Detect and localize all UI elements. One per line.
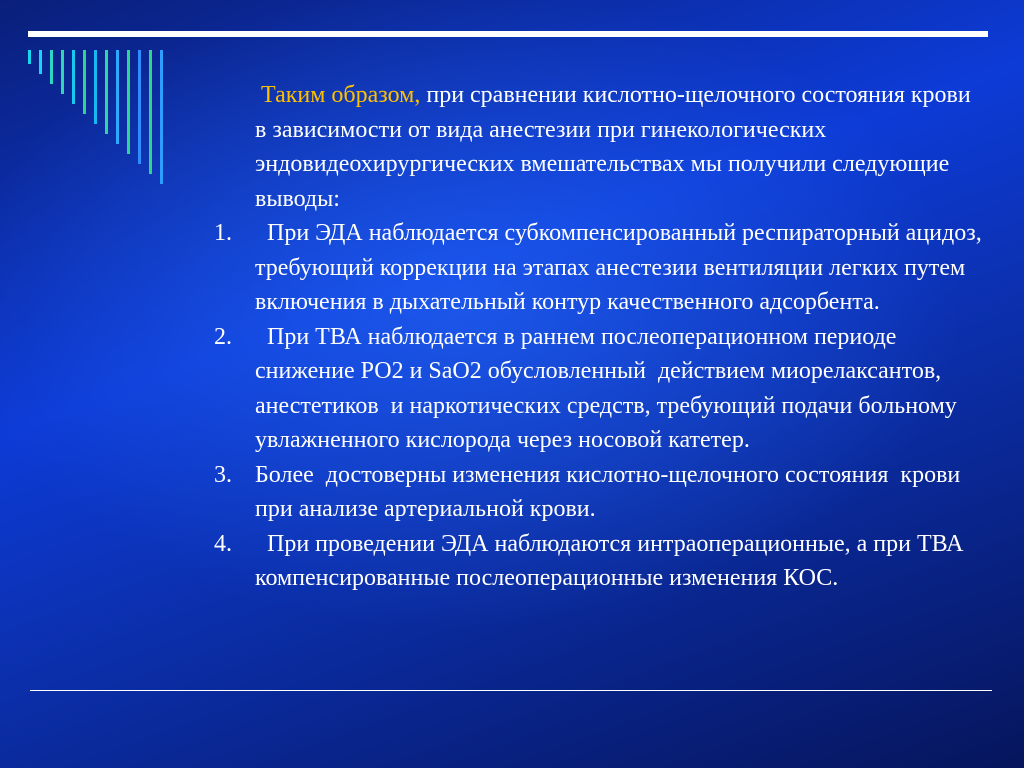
list-item [214,216,988,320]
list-item-text: При ТВА наблюдается в раннем послеоперационном периоде снижение РО2 и SaO2 обусловленный действием миорелаксантов, анестетиков и наркотических средств, требующий подачи больному увлажненного кислорода через носовой катетер. [255,323,963,453]
stripe [116,50,119,144]
stripe [28,50,31,64]
conclusions-list [214,216,988,596]
list-item [214,458,984,527]
list-item-text: Более достоверны изменения кислотно-щелочного состояния крови при анализе артериальной крови. [255,461,967,522]
list-item-text: При ЭДА наблюдается субкомпенсированный респираторный ацидоз, требующий коррекции на этапах анестезии вентиляции легких путем включения в дыхательный контур качественного адсорбента. [255,220,988,315]
stripe [149,50,152,174]
stripe [94,50,97,124]
bottom-rule [30,690,992,691]
stripe [83,50,86,114]
list-item [214,527,988,596]
top-rule [28,31,988,37]
stripe [39,50,42,74]
list-item-number: 3. [214,461,232,488]
list-item-number: 1. [214,220,232,246]
stripe [127,50,130,154]
list-item-text: При проведении ЭДА наблюдаются интраоперационные, а при ТВА компенсированные послеоперационные изменения КОС. [255,530,988,591]
stripe [160,50,163,184]
intro-paragraph [255,78,975,216]
stripe [61,50,64,94]
list-item [214,320,984,458]
list-item-number: 2. [214,323,232,350]
stripe [72,50,75,104]
list-item-number: 4. [214,530,232,557]
intro-lead: Таким образом, [261,82,421,108]
intro-text: при сравнении кислотно-щелочного состояния крови в зависимости от вида анестезии при гинекологических эндовидеохирургических вмешательствах мы получили следующие выводы: [255,82,971,212]
stripe [50,50,53,84]
stripe [138,50,141,164]
stripe [105,50,108,134]
